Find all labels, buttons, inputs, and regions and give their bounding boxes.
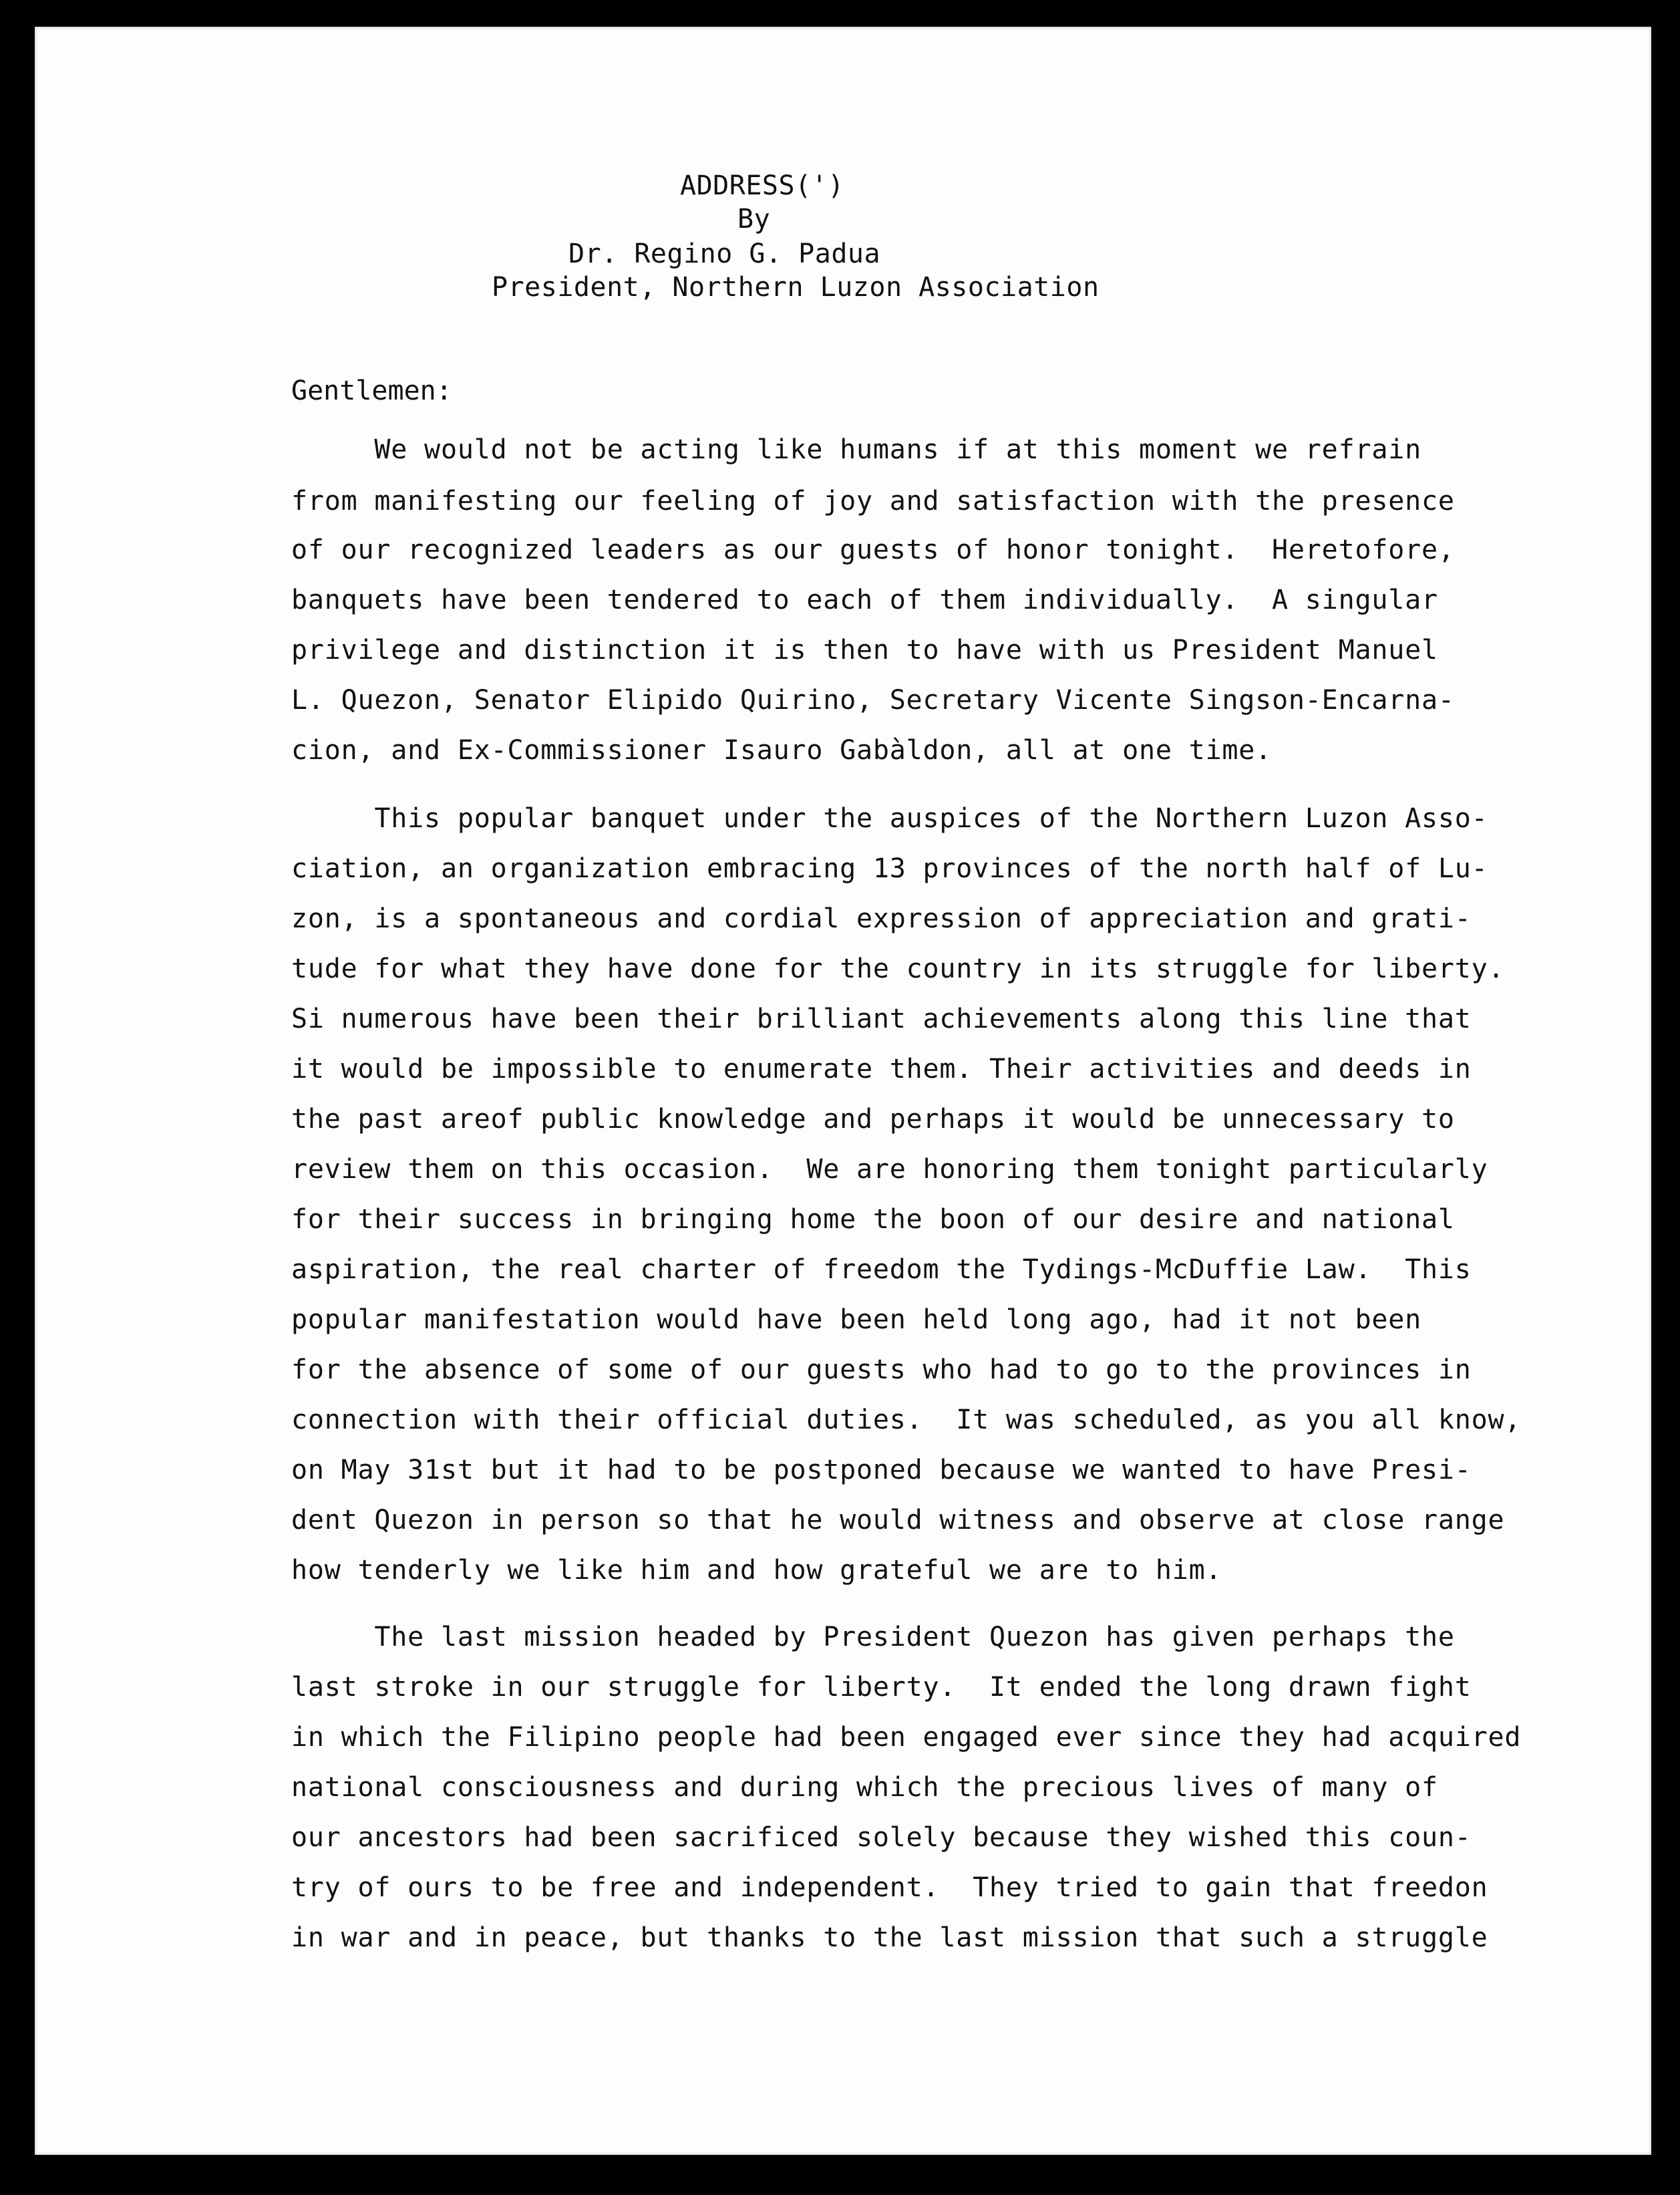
text-line: national consciousness and during which the precious lives of many of (291, 1772, 1438, 1803)
text-line: in which the Filipino people had been engaged ever since they had acquired (291, 1722, 1522, 1753)
text-line: try of ours to be free and independent. They tried to gain that freedon (291, 1872, 1488, 1903)
text-line: connection with their official duties. It was scheduled, as you all know, (291, 1405, 1522, 1435)
text-line: how tenderly we like him and how grateful we are to him. (291, 1555, 1222, 1586)
author-position: President, Northern Luzon Association (492, 272, 1100, 303)
document-title: ADDRESS(') (680, 170, 844, 201)
text-line: The last mission headed by President Quezon has given perhaps the (291, 1622, 1455, 1652)
text-line: popular manifestation would have been held long ago, had it not been (291, 1304, 1421, 1335)
text-line: it would be impossible to enumerate them. Their activities and deeds in (291, 1054, 1472, 1084)
text-line: zon, is a spontaneous and cordial expression of appreciation and grati- (291, 903, 1472, 934)
text-line: review them on this occasion. We are honoring them tonight particularly (291, 1154, 1488, 1185)
text-line: tude for what they have done for the country in its struggle for liberty. (291, 954, 1505, 984)
text-line: banquets have been tendered to each of them individually. A singular (291, 585, 1438, 615)
text-line: We would not be acting like humans if at this moment we refrain (291, 434, 1421, 465)
text-line: on May 31st but it had to be postponed because we wanted to have Presi- (291, 1455, 1472, 1485)
byline: By (737, 204, 771, 235)
text-line: This popular banquet under the auspices of the Northern Luzon Asso- (291, 803, 1488, 834)
text-line: aspiration, the real charter of freedom the Tydings-McDuffie Law. This (291, 1254, 1472, 1285)
text-line: L. Quezon, Senator Elipido Quirino, Secretary Vicente Singson-Encarna- (291, 685, 1455, 716)
text-line: the past areof public knowledge and perhaps it would be unnecessary to (291, 1104, 1455, 1135)
text-line: from manifesting our feeling of joy and satisfaction with the presence (291, 486, 1455, 517)
text-line: privilege and distinction it is then to have with us President Manuel (291, 635, 1438, 666)
text-line: dent Quezon in person so that he would witness and observe at close range (291, 1505, 1505, 1535)
text-line: in war and in peace, but thanks to the last mission that such a struggle (291, 1922, 1488, 1953)
text-line: Si numerous have been their brilliant achievements along this line that (291, 1004, 1472, 1034)
text-line: last stroke in our struggle for liberty. It ended the long drawn fight (291, 1672, 1472, 1703)
text-line: for their success in bringing home the boon of our desire and national (291, 1204, 1455, 1235)
text-line: of our recognized leaders as our guests of honor tonight. Heretofore, (291, 535, 1455, 565)
salutation: Gentlemen: (291, 376, 452, 406)
text-line: our ancestors had been sacrificed solely because they wished this coun- (291, 1822, 1472, 1853)
text-line: cion, and Ex-Commissioner Isauro Gabàldon, all at one time. (291, 735, 1273, 766)
text-line: for the absence of some of our guests who had to go to the provinces in (291, 1354, 1472, 1385)
text-line: ciation, an organization embracing 13 provinces of the north half of Lu- (291, 853, 1488, 884)
typed-document (35, 27, 1651, 2155)
author-name: Dr. Regino G. Padua (568, 239, 881, 269)
document-page (35, 27, 1651, 2155)
